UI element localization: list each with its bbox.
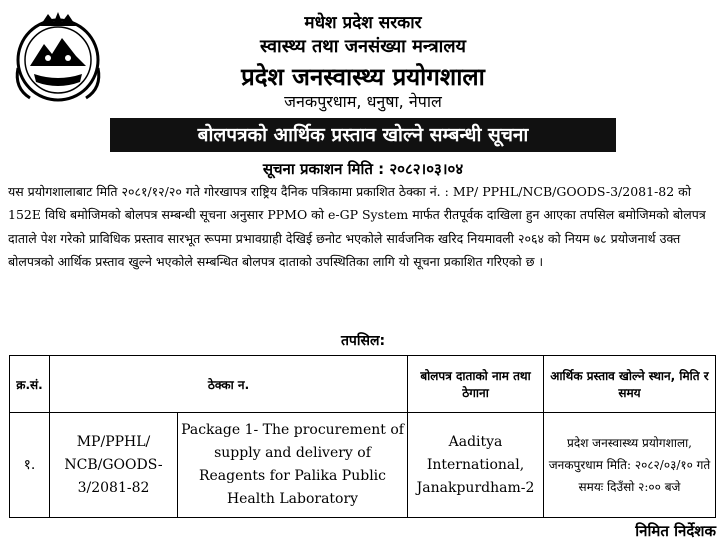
government-name: मधेश प्रदेश सरकार (304, 13, 422, 33)
publication-date: सूचना प्रकाशन मिति : २०८२।०३।०४ (262, 160, 464, 178)
header-location-time: आर्थिक प्रस्ताव खोल्ने स्थान, मिति र समय (544, 356, 716, 413)
ministry-name: स्वास्थ्य तथा जनसंख्या मन्त्रालय (260, 36, 466, 57)
office-address: जनकपुरधाम, धनुषा, नेपाल (284, 92, 442, 111)
cell-description: Package 1- The procurement of supply and delivery of Reagents for Palika Public Health Laboratory (178, 413, 408, 518)
notice-body: यस प्रयोगशालाबाट मिति २०८१/१२/२० गते गोरखापत्र राष्ट्रिय दैनिक पत्रिकामा प्रकाशित ठेक्का नं. : MP/ PPHL/NCB/GOODS-3/2081-82 को 152E विधि बमोजिमको बोलपत्र सम्बन्धी सूचना अनुसार PPMO को e-GP System मार्फत रीतपूर्वक दाखिला हुन आएका तपसिल बमोजिमको बोलपत्र दाताले पेश गरेको प्राविधिक प्रस्ताव सारभूत रूपमा प्रभावग्राही देखिई छनोट भएकोले सार्वजनिक खरिद नियमावली २०६४ को नियम ७८ प्रयोजनार्थ उक्त बोलपत्रको आर्थिक प्रस्ताव खुल्ने भएकोले सम्बन्धित बोलपत्र दाताको उपस्थितिका लागि यो सूचना प्रकाशित गरिएको छ । (8, 184, 706, 270)
cell-contract-no: MP/PPHL/ NCB/GOODS- 3/2081-82 (50, 413, 178, 518)
cell-bidder: Aaditya International, Janakpurdham-2 (408, 413, 544, 518)
details-label: तपसिल: (340, 333, 386, 349)
table-header-row (10, 356, 716, 413)
bid-details-table (9, 355, 716, 518)
header-bidder: बोलपत्र दाताको नाम तथा ठेगाना (408, 356, 544, 413)
laboratory-name: प्रदेश जनस्वास्थ्य प्रयोगशाला (241, 63, 485, 91)
header-contract-no: ठेक्का न. (50, 356, 408, 413)
table-row (10, 413, 716, 518)
cell-serial-no: १. (10, 413, 50, 518)
header-serial-no: क्र.सं. (10, 356, 50, 413)
cell-location-time: प्रदेश जनस्वास्थ्य प्रयोगशाला, जनकपुरधाम मिति: २०८२/०३/१० गते समयः दिउँसो २:०० बजे (544, 413, 716, 518)
notice-title: बोलपत्रको आर्थिक प्रस्ताव खोल्ने सम्बन्धी सूचना (110, 118, 616, 152)
signatory-title: निमित निर्देशक (635, 522, 716, 540)
